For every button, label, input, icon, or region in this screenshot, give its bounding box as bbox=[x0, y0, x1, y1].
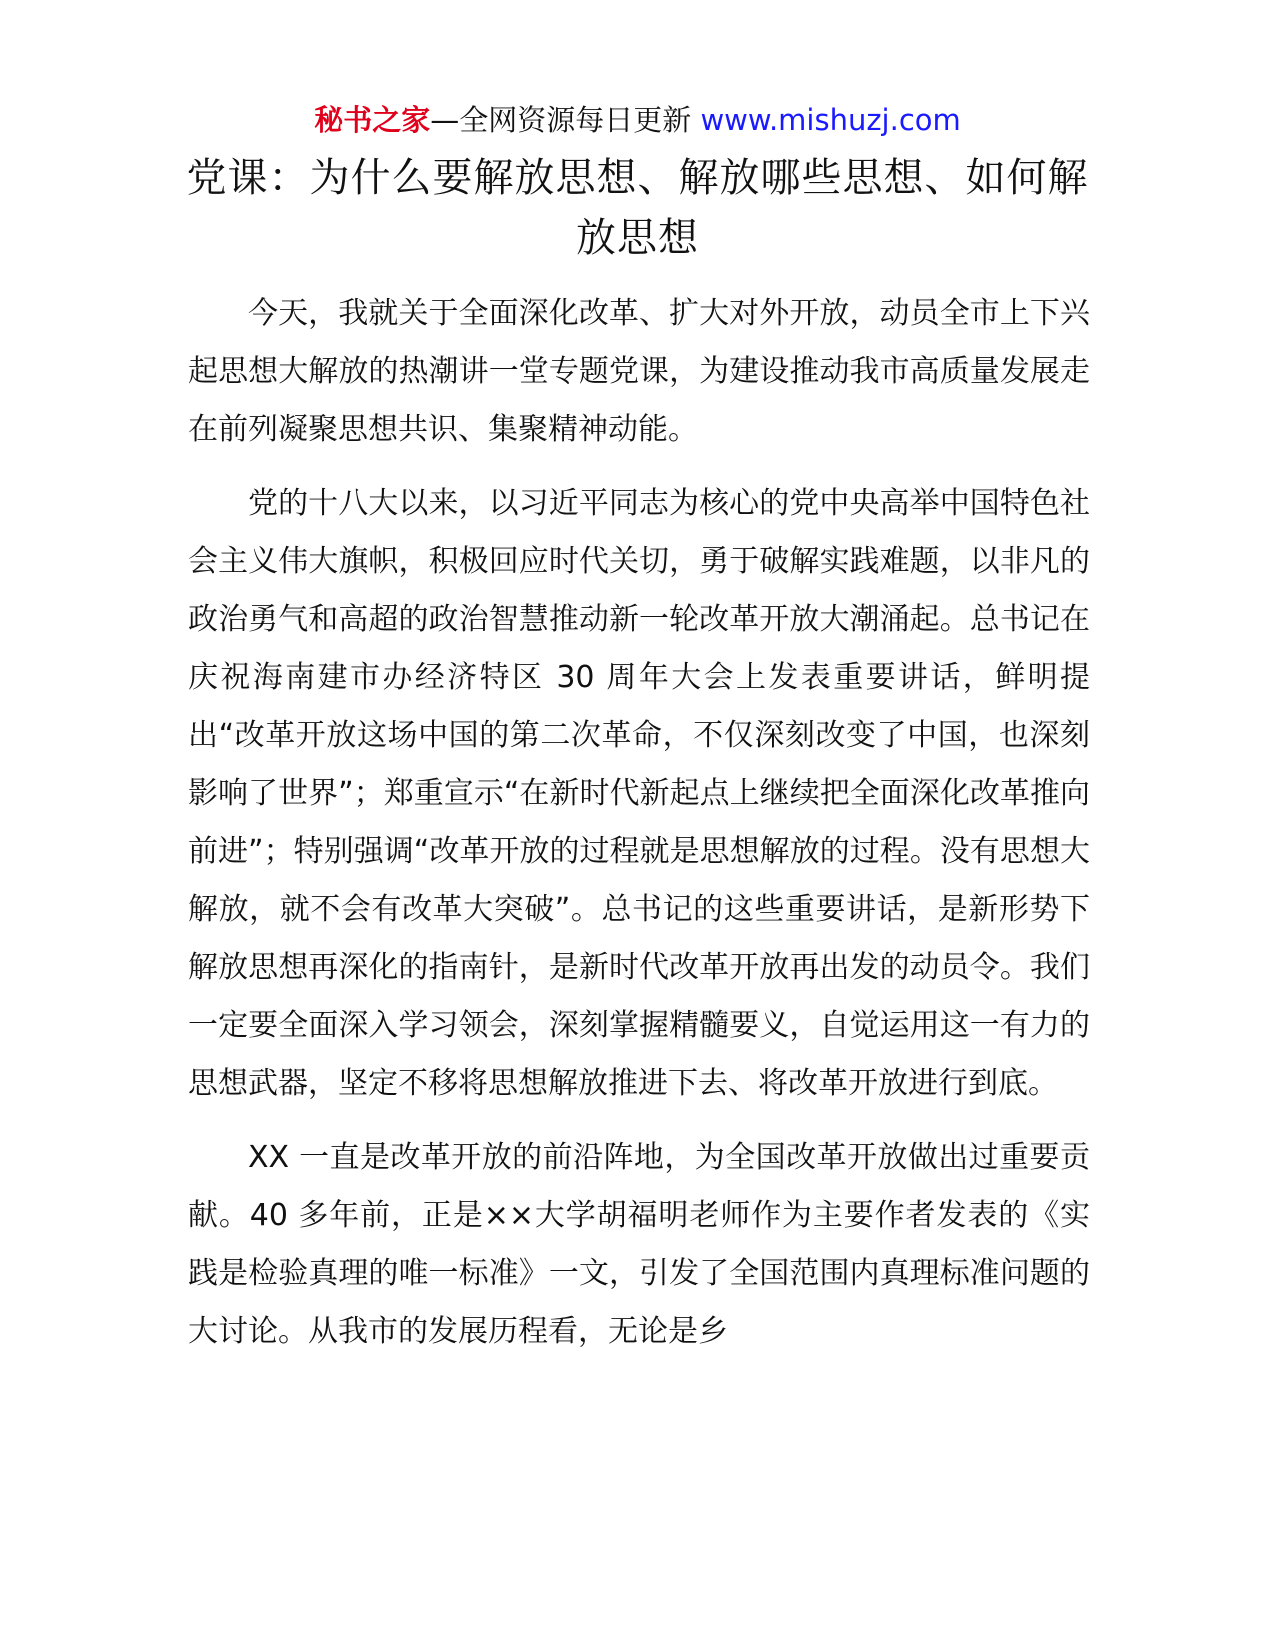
site-header bbox=[0, 100, 1275, 140]
site-brand: 秘书之家 bbox=[314, 103, 431, 137]
document-title: 党课：为什么要解放思想、解放哪些思想、如何解放思想 bbox=[186, 155, 1089, 261]
site-tagline: —全网资源每日更新 bbox=[430, 103, 692, 137]
paragraph-3: XX 一直是改革开放的前沿阵地，为全国改革开放做出过重要贡献。40 多年前，正是××大学胡福明老师作为主要作者发表的《实践是检验真理的唯一标准》一文，引发了全国范围内真理标准问题的大讨论。从我市的发展历程看，无论是乡 bbox=[188, 1140, 1090, 1349]
site-url-link[interactable]: www.mishuzj.com bbox=[700, 103, 961, 137]
paragraph-1: 今天，我就关于全面深化改革、扩大对外开放，动员全市上下兴起思想大解放的热潮讲一堂专题党课，为建设推动我市高质量发展走在前列凝聚思想共识、集聚精神动能。 bbox=[188, 296, 1090, 447]
document-body bbox=[188, 285, 1090, 1377]
paragraph-2: 党的十八大以来，以习近平同志为核心的党中央高举中国特色社会主义伟大旗帜，积极回应时代关切，勇于破解实践难题，以非凡的政治勇气和高超的政治智慧推动新一轮改革开放大潮涌起。总书记在庆祝海南建市办经济特区 30 周年大会上发表重要讲话，鲜明提出“改革开放这场中国的第二次革命，不仅深刻改变了中国，也深刻影响了世界”；郑重宣示“在新时代新起点上继续把全面深化改革推向前进”；特别强调“改革开放的过程就是思想解放的过程。没有思想大解放，就不会有改革大突破”。总书记的这些重要讲话，是新形势下解放思想再深化的指南针，是新时代改革开放再出发的动员令。我们一定要全面深入学习领会，深刻掌握精髓要义，自觉运用这一有力的思想武器，坚定不移将思想解放推进下去、将改革开放进行到底。 bbox=[188, 486, 1090, 1101]
